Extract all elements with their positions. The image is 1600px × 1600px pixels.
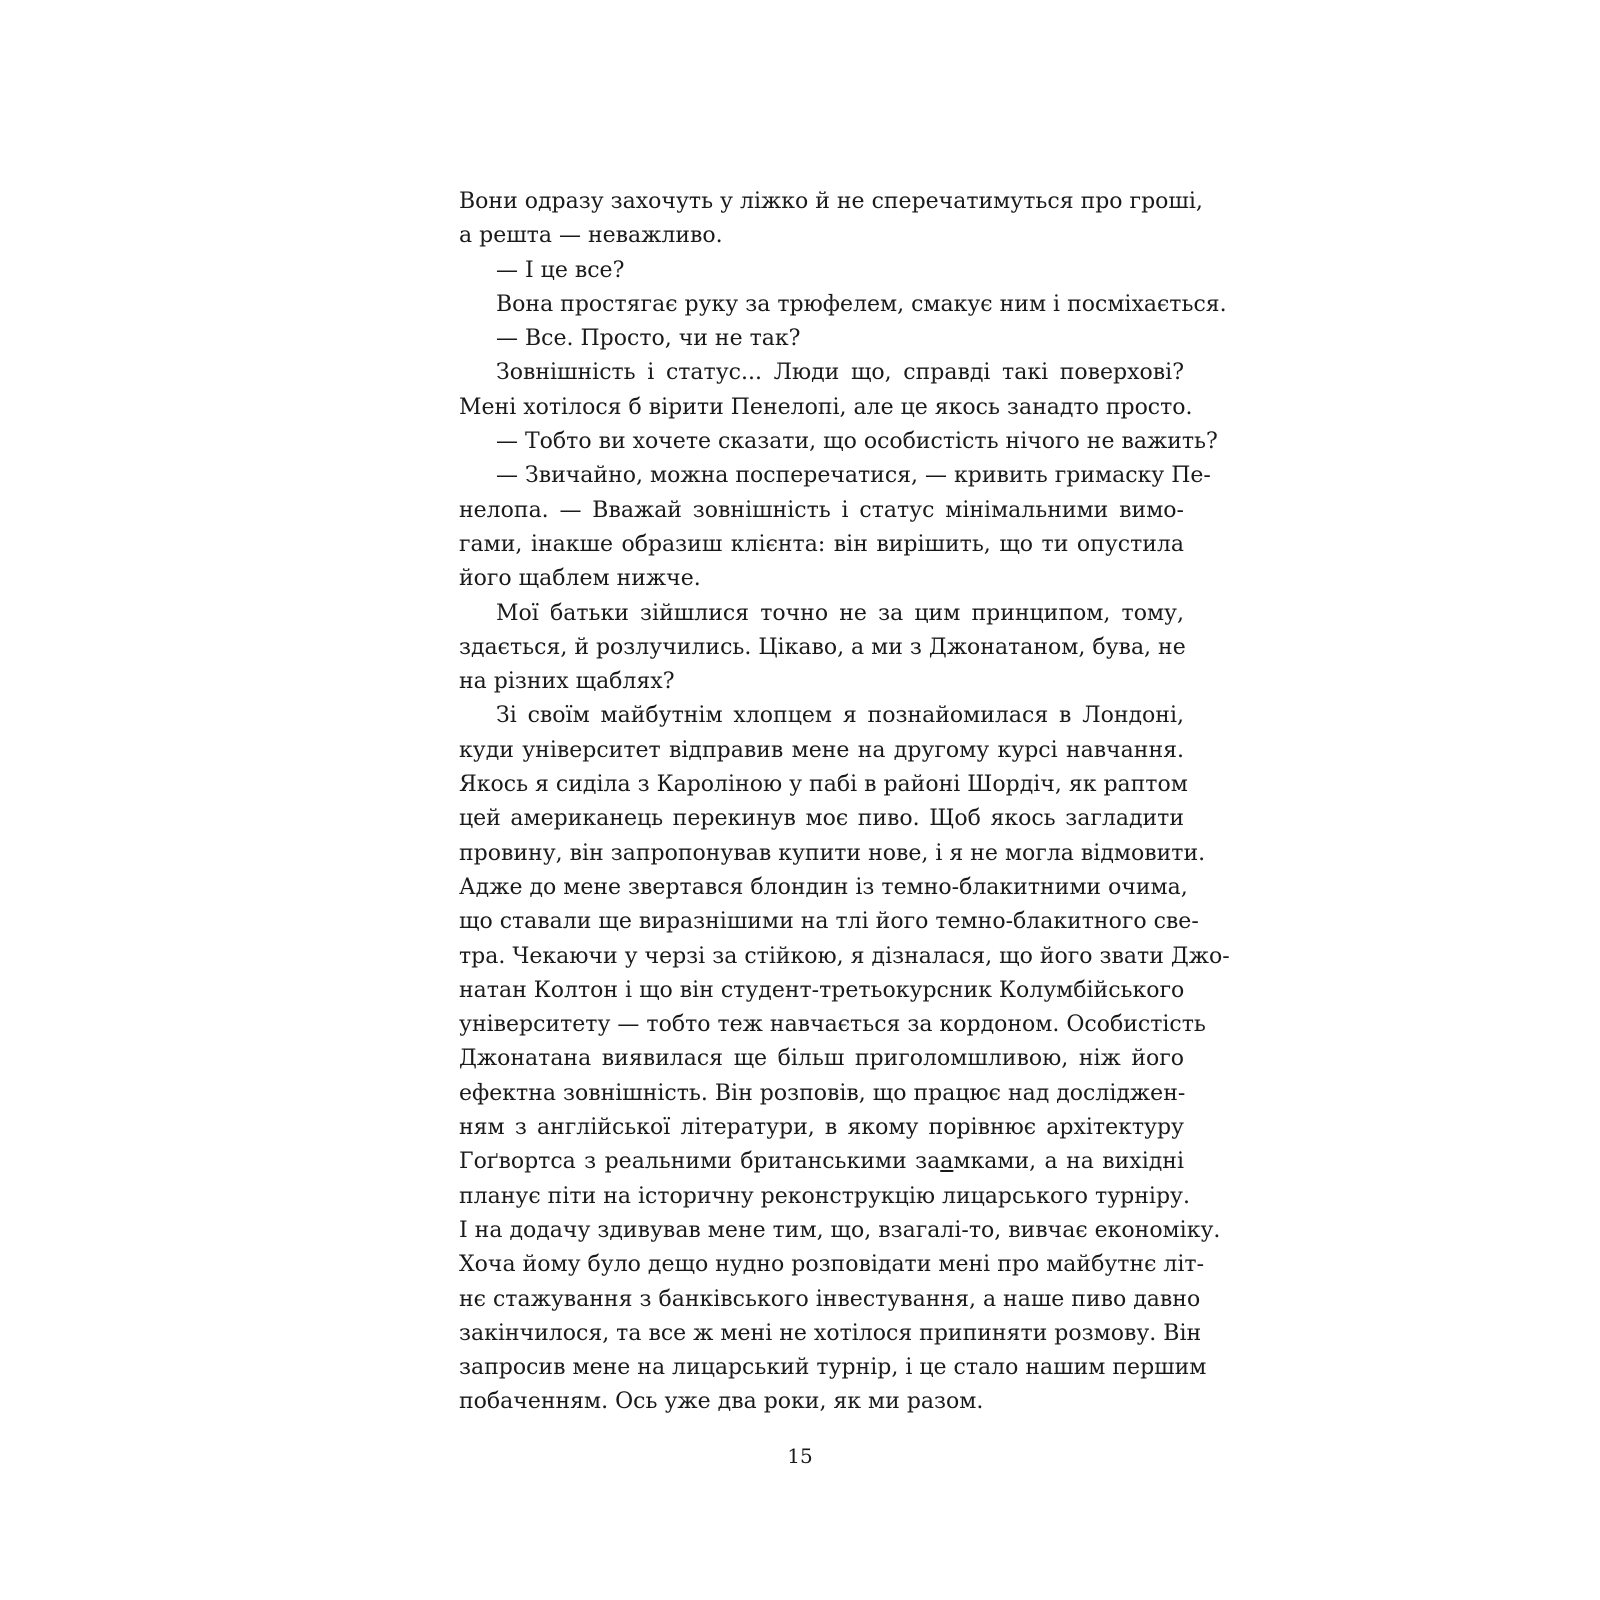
text-line: що ставали ще виразнішими на тлі його темно-блакитного све- bbox=[459, 909, 1199, 935]
text-line: Мої батьки зійшлися точно не за цим принципом, тому, bbox=[496, 600, 1184, 626]
stress-mark: а bbox=[940, 1149, 954, 1175]
body-text bbox=[459, 185, 1230, 1420]
text-line: на різних щаблях? bbox=[459, 669, 675, 695]
text-line bbox=[459, 1145, 1184, 1179]
text-line: Мені хотілося б вірити Пенелопі, але це якось занадто просто. bbox=[459, 394, 1193, 420]
text-line-end: мками, а на вихідні bbox=[953, 1149, 1184, 1175]
text-line: його щаблем нижче. bbox=[459, 566, 701, 592]
text-line: тра. Чекаючи у черзі за стійкою, я дізналася, що його звати Джо- bbox=[459, 943, 1230, 969]
dialogue-line: — Все. Просто, чи не так? bbox=[496, 326, 801, 352]
text-line: нелопа. — Вважай зовнішність і статус мінімальними вимо- bbox=[459, 497, 1184, 523]
text-line: а решта — неважливо. bbox=[459, 223, 723, 249]
text-line: Зовнішність і статус... Люди що, справді такі поверхові? bbox=[496, 360, 1184, 386]
page-number: 15 bbox=[787, 1444, 813, 1468]
text-line: Адже до мене звертався блондин із темно-блакитними очима, bbox=[459, 874, 1188, 900]
text-line-start: Гоґвортса з реальними британськими за bbox=[459, 1149, 941, 1175]
text-line: гами, інакше образиш клієнта: він вирішить, що ти опустила bbox=[459, 531, 1184, 557]
text-line: Зі своїм майбутнім хлопцем я познайомилася в Лондоні, bbox=[496, 703, 1184, 729]
text-line: здається, й розлучились. Цікаво, а ми з Джонатаном, бува, не bbox=[459, 634, 1186, 660]
text-line: Вона простягає руку за трюфелем, смакує ним і посміхається. bbox=[496, 291, 1227, 317]
text-line: куди університет відправив мене на другому курсі навчання. bbox=[459, 737, 1184, 763]
text-line: провину, він запропонував купити нове, і я не могла відмовити. bbox=[459, 840, 1206, 866]
text-line: ефектна зовнішність. Він розповів, що працює над досліджен- bbox=[459, 1080, 1186, 1106]
text-line: цей американець перекинув моє пиво. Щоб якось загладити bbox=[459, 806, 1184, 832]
text-line: нє стажування з банківського інвестування, а наше пиво давно bbox=[459, 1286, 1201, 1312]
text-line: ням з англійської літератури, в якому порівнює архітектуру bbox=[459, 1115, 1184, 1141]
dialogue-line: — І це все? bbox=[496, 257, 625, 283]
text-line: університету — тобто теж навчається за кордоном. Особистість bbox=[459, 1012, 1206, 1038]
text-line: планує піти на історичну реконструкцію лицарського турніру. bbox=[459, 1183, 1190, 1209]
text-line: Хоча йому було дещо нудно розповідати мені про майбутнє літ- bbox=[459, 1252, 1205, 1278]
text-line: І на додачу здивував мене тим, що, взагалі-то, вивчає економіку. bbox=[459, 1217, 1221, 1243]
text-line: закінчилося, та все ж мені не хотілося припиняти розмову. Він bbox=[459, 1320, 1202, 1346]
text-line: запросив мене на лицарський турнір, і це стало нашим першим bbox=[459, 1355, 1207, 1381]
text-line: Джонатана виявилася ще більш приголомшливою, ніж його bbox=[459, 1046, 1184, 1072]
text-line: Вони одразу захочуть у ліжко й не сперечатимуться про гроші, bbox=[459, 189, 1203, 214]
dialogue-line: — Тобто ви хочете сказати, що особистість нічого не важить? bbox=[496, 429, 1218, 455]
text-line: побаченням. Ось уже два роки, як ми разом. bbox=[459, 1389, 984, 1415]
text-line: натан Колтон і що він студент-третьокурсник Колумбійського bbox=[459, 977, 1185, 1003]
text-line: Якось я сиділа з Кароліною у пабі в районі Шордіч, як раптом bbox=[459, 772, 1188, 798]
dialogue-line: — Звичайно, можна посперечатися, — кривить гримаску Пе- bbox=[496, 463, 1211, 489]
